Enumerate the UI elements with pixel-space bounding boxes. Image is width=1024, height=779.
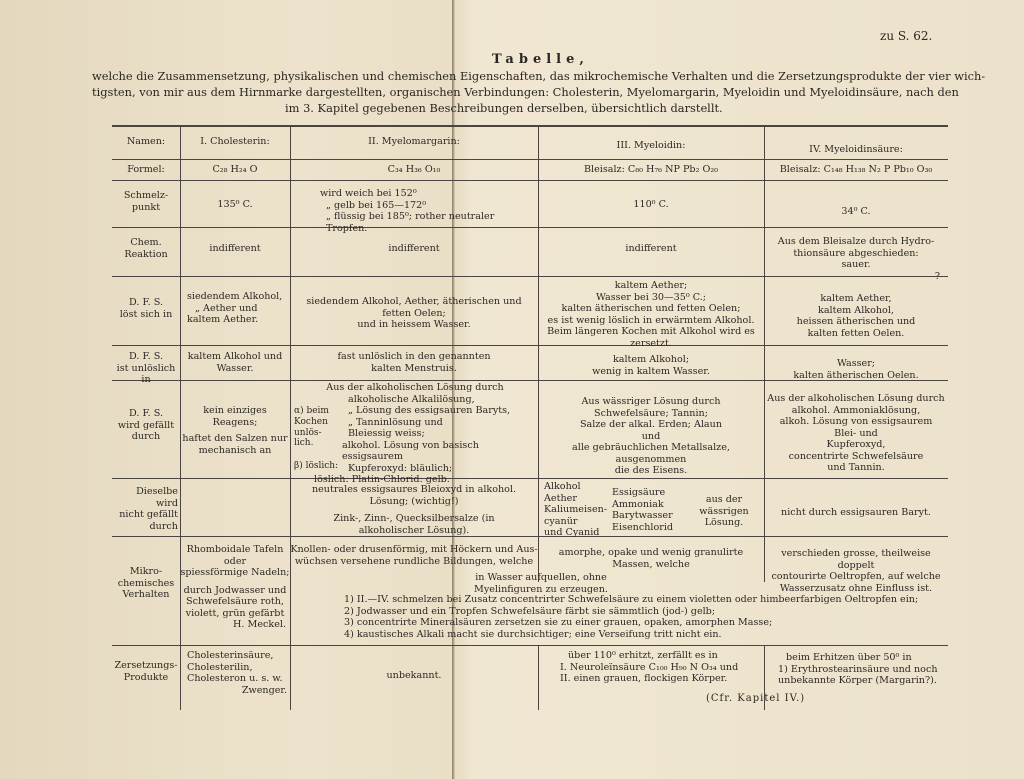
header-cholesterin: I. Cholesterin: (200, 136, 270, 147)
row-label-unloeslich-in: D. F. S. ist unlöslich in (116, 351, 176, 385)
unloeslich-cholesterin: kaltem Alkohol und Wasser. (187, 351, 283, 374)
gefaellt-beta-label: β) löslich: (294, 461, 339, 471)
row-label-schmelzpunkt: Schmelz- punkt (123, 190, 169, 213)
gefaellt-myelomargarin: Aus der alkoholischen Lösung durch alkoholische Alkalilösung, „ Lösung des essigsauren Baryts, „ Tanninlösung und Bleiessig weiss; alkohol. Lösung von basisch essigsaurem Kupferoxyd: bläulich; löslich: Platin-Chlorid: gelb. (314, 382, 511, 485)
formel-cholesterin: C₂₈ H₂₄ O (212, 164, 258, 175)
nichtgefaellt-myeloidinsaeure: nicht durch essigsauren Baryt. (781, 507, 931, 518)
schmelz-myelomargarin: wird weich bei 152⁰ „ gelb bei 165—172⁰ „ flüssig bei 185⁰; rother neutraler Tropfen. (320, 188, 495, 234)
nichtgefaellt-myeloidin-mid: Essigsäure Ammoniak Barytwasser Eisenchlorid (612, 487, 674, 533)
row-label-wird-gefaellt: D. F. S. wird gefällt durch (117, 408, 175, 442)
intro-line-1: welche die Zusammensetzung, physikalischen und chemischen Eigenschaften, das mikrochemische Verhalten und die Zersetzungsprodukte der vier wich- (92, 69, 986, 83)
header-myeloidin: III. Myeloidin: (616, 140, 686, 151)
schmelz-myeloidinsaeure: 34⁰ C. (841, 206, 871, 217)
zersetz-cholesterin: Cholesterinsäure, Cholesterilin, Cholesteron u. s. w. Zwenger. (187, 650, 287, 696)
loest-cholesterin: siedendem Alkohol, „ Aether und kaltem Aether. (187, 291, 283, 325)
loest-myelomargarin: siedendem Alkohol, Aether, ätherischen und fetten Oelen; und in heissem Wasser. (306, 296, 522, 330)
loest-myeloidinsaeure: kaltem Aether, kaltem Alkohol, heissen ätherischen und kalten fetten Oelen. (796, 293, 916, 339)
zersetz-myelomargarin: unbekannt. (386, 670, 442, 681)
table-title: Tabelle, (492, 52, 589, 67)
gefaellt-cholesterin: kein einziges Reagens; haftet den Salzen nur mechanisch an (182, 405, 288, 456)
nichtgefaellt-myeloidin-right: aus der wässrigen Lösung. (699, 494, 749, 528)
zersetz-myeloidinsaeure: beim Erhitzen über 50⁰ in 1) Erythrostearinsäure und noch unbekannte Körper (Margarin?). (778, 652, 938, 686)
row-label-mikrochemisch: Mikro- chemisches Verhalten (117, 566, 175, 600)
schmelz-cholesterin: 135⁰ C. (217, 199, 253, 210)
unloeslich-myeloidinsaeure: Wasser; kalten ätherischen Oelen. (793, 358, 919, 381)
formel-myeloidin: Bleisalz: C₈₀ H₇₆ NP Pb₂ O₂₀ (583, 164, 719, 175)
row-label-chem-reaktion: Chem. Reaktion (124, 237, 168, 260)
row-label-loest-sich-in: D. F. S. löst sich in (119, 297, 173, 320)
chem-myelomargarin: indifferent (388, 243, 440, 254)
mikro-myeloidin: amorphe, opake und wenig granulirte Massen, welche (558, 547, 744, 570)
schmelz-myeloidin: 110⁰ C. (633, 199, 669, 210)
header-names: Namen: (126, 136, 166, 147)
mikro-myelomargarin: Knollen- oder drusenförmig, mit Höckern und Aus- wüchsen versehene rundliche Bildungen, welche (290, 544, 538, 567)
gefaellt-myelomargarin-side: α) beim Kochen unlös- lich. (294, 406, 329, 449)
nichtgefaellt-myeloidin-left: Alkohol Aether Kaliumeisen- cyanür und Cyanid (544, 481, 608, 538)
footer-reference: (Cfr. Kapitel IV.) (706, 693, 806, 704)
formel-myelomargarin: C₃₄ H₃₆ O₁₀ (387, 164, 441, 175)
gefaellt-myeloidin: Aus wässriger Lösung durch Schwefelsäure; Tannin; Salze der alkal. Erden; Alaun und alle gebräuchlichen Metallsalze, ausgenommen die des Eisens. (572, 396, 730, 476)
mikro-notes: 1) II.—IV. schmelzen bei Zusatz concentrirter Schwefelsäure zu einem violetten oder himbeerfarbigen Oeltropfen ein; 2) Jodwasser und ein Tropfen Schwefelsäure färbt sie sämmtlich (jod-) gelb; 3) concentrirte Mineralsäuren zersetzen sie zu einer grauen, opaken, amorphen Masse; 4) kaustisches Alkali macht sie durchsichtiger; eine Verseifung tritt nicht ein. (344, 594, 919, 640)
mikro-myeloidinsaeure: verschieden grosse, theilweise doppelt contourirte Oeltropfen, auf welche Wasserzusatz ohne Einfluss ist. (771, 548, 941, 594)
header-myelomargarin: II. Myelomargarin: (368, 136, 460, 147)
mikro-shared: in Wasser aufquellen, ohne Myelinfiguren zu erzeugen. (474, 572, 608, 595)
chem-cholesterin: indifferent (209, 243, 261, 254)
loest-myeloidin: kaltem Aether; Wasser bei 30—35⁰ C.; kalten ätherischen und fetten Oelen; es ist wenig löslich in erwärmtem Alkohol. Beim längeren Kochen mit Alkohol wird es zersetzt. (547, 280, 755, 349)
unloeslich-myelomargarin: fast unlöslich in den genannten kalten Menstruis. (337, 351, 491, 374)
row-label-nicht-gefaellt: Dieselbe wird nicht gefällt durch (119, 486, 178, 532)
row-label-formel: Formel: (127, 164, 165, 175)
row-label-zersetzung: Zersetzungs- Produkte (114, 660, 178, 683)
chem-myeloidinsaeure: Aus dem Bleisalze durch Hydro- thionsäure abgeschieden: sauer. ? (777, 236, 940, 282)
nichtgefaellt-myelomargarin: neutrales essigsaures Bleioxyd in alkohol. Lösung; (wichtig!) Zink-, Zinn-, Quecksilbersalze (in alkoholischer Lösung). (311, 484, 517, 536)
formel-myeloidinsaeure: Bleisalz: C₁₄₈ H₁₃₈ N₂ P Pb₁₀ O₃₀ (779, 164, 933, 175)
intro-line-2: tigsten, von mir aus dem Hirnmarke dargestellten, organischen Verbindungen: Cholesterin, Myelomargarin, Myeloidin und Myeloidinsäure, nach den (92, 85, 959, 99)
page-number: zu S. 62. (880, 29, 933, 43)
mikro-cholesterin: Rhomboidale Tafeln oder spiessförmige Nadeln; durch Jodwasser und Schwefelsäure roth, violett, grün gefärbt H. Meckel. (180, 544, 290, 630)
header-myeloidinsaeure: IV. Myeloidinsäure: (809, 144, 903, 155)
unloeslich-myeloidin: kaltem Alkohol; wenig in kaltem Wasser. (592, 354, 710, 377)
gefaellt-myeloidinsaeure: Aus der alkoholischen Lösung durch alkohol. Ammoniaklösung, alkoh. Lösung von essigsaurem Blei- und Kupferoxyd, concentrirte Schwefelsäure und Tannin. (767, 393, 945, 473)
chem-myeloidin: indifferent (625, 243, 677, 254)
intro-line-3: im 3. Kapitel gegebenen Beschreibungen derselben, übersichtlich darstellt. (285, 101, 723, 115)
zersetz-myeloidin: über 110⁰ erhitzt, zerfällt es in I. Neuroleïnsäure C₁₀₀ H₉₀ N O₃₄ und II. einen grauen, flockigen Körper. (560, 650, 739, 684)
